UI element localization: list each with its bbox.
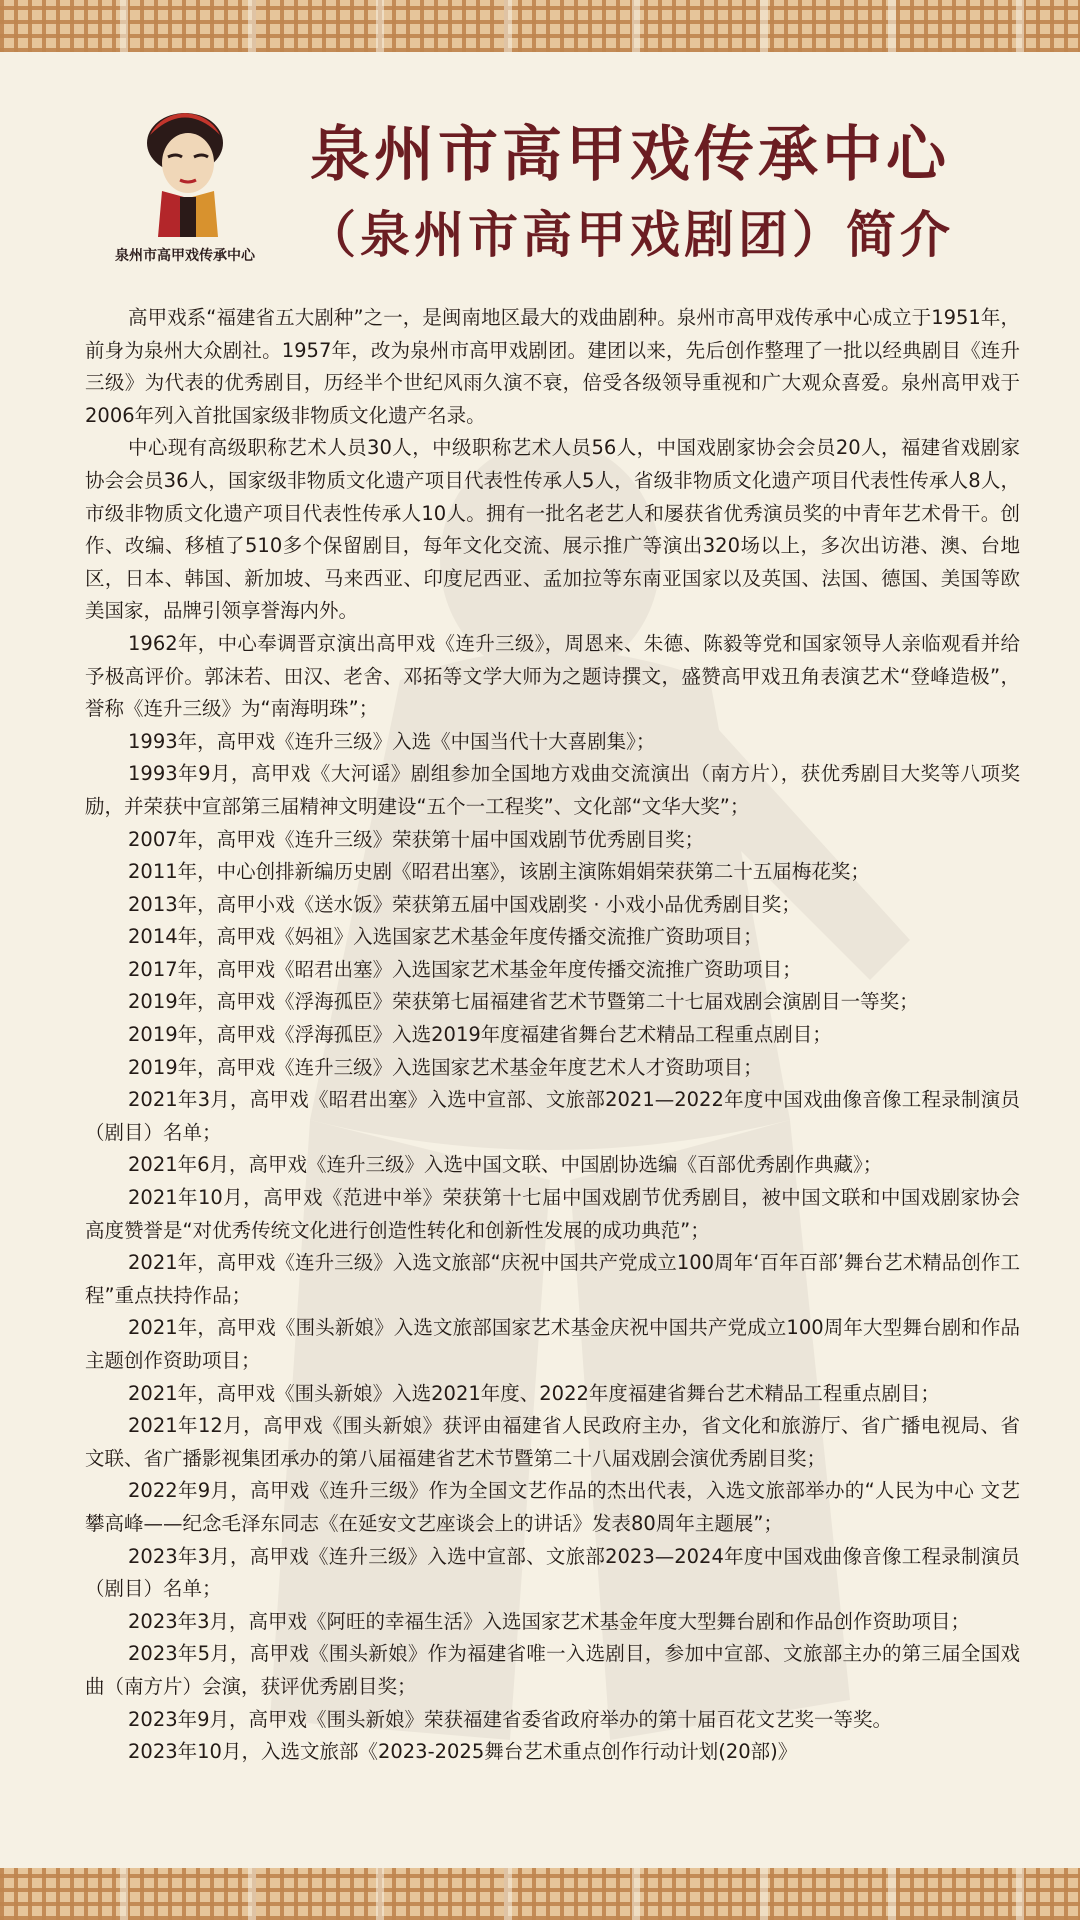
paragraph: 2021年，高甲戏《围头新娘》入选文旅部国家艺术基金庆祝中国共产党成立100周年大型舞台剧和作品主题创作资助项目； — [85, 1316, 1020, 1372]
intro-text — [85, 302, 1020, 1769]
paragraph: 2017年，高甲戏《昭君出塞》入选国家艺术基金年度传播交流推广资助项目； — [128, 957, 802, 981]
paragraph: 2019年，高甲戏《浮海孤臣》入选2019年度福建省舞台艺术精品工程重点剧目； — [128, 1023, 832, 1047]
paragraph: 2023年3月，高甲戏《连升三级》入选中宣部、文旅部2023—2024年度中国戏曲像音像工程录制演员（剧目）名单； — [85, 1544, 1020, 1601]
paragraph: 2021年12月，高甲戏《围头新娘》获评由福建省人民政府主办，省文化和旅游厅、省广播电视局、省文联、省广播影视集团承办的第八届福建省艺术节暨第二十八届戏剧会演优秀剧目奖； — [85, 1414, 1020, 1470]
paragraph: 2023年5月，高甲戏《围头新娘》作为福建省唯一入选剧目，参加中宣部、文旅部主办的第三届全国戏曲（南方片）会演，获评优秀剧目奖； — [85, 1642, 1020, 1698]
paragraph: 2007年，高甲戏《连升三级》荣获第十届中国戏剧节优秀剧目奖； — [128, 827, 705, 851]
paragraph: 高甲戏系“福建省五大剧种”之一，是闽南地区最大的戏曲剧种。泉州市高甲戏传承中心成立于1951年，前身为泉州大众剧社。1957年，改为泉州市高甲戏剧团。建团以来，先后创作整理了一批以经典剧目《连升三级》为代表的优秀剧目，历经半个世纪风雨久演不衰，倍受各级领导重视和广大观众喜爱。泉州高甲戏于2006年列入首批国家级非物质文化遗产名录。 — [85, 306, 1020, 427]
paragraph: 2019年，高甲戏《连升三级》入选国家艺术基金年度艺术人才资助项目； — [128, 1055, 763, 1079]
paragraph: 1962年，中心奉调晋京演出高甲戏《连升三级》，周恩来、朱德、陈毅等党和国家领导人亲临观看并给予极高评价。郭沫若、田汉、老舍、邓拓等文学大师为之题诗撰文，盛赞高甲戏丑角表演艺术“登峰造极”，誉称《连升三级》为“南海明珠”； — [85, 631, 1020, 721]
top-decorative-border — [0, 0, 1080, 52]
paragraph: 2021年，高甲戏《围头新娘》入选2021年度、2022年度福建省舞台艺术精品工程重点剧目； — [128, 1381, 940, 1405]
paragraph: 2023年10月，入选文旅部《2023-2025舞台艺术重点创作行动计划(20部)》 — [128, 1740, 798, 1764]
paragraph: 2023年9月，高甲戏《围头新娘》荣获福建省委省政府举办的第十届百花文艺奖一等奖。 — [128, 1707, 893, 1731]
paragraph: 2011年，中心创排新编历史剧《昭君出塞》，该剧主演陈娟娟荣获第二十五届梅花奖； — [128, 860, 870, 884]
paragraph: 中心现有高级职称艺术人员30人，中级职称艺术人员56人，中国戏剧家协会会员20人，福建省戏剧家协会会员36人，国家级非物质文化遗产项目代表性传承人5人，省级非物质文化遗产项目代表性传承人8人，市级非物质文化遗产项目代表性传承人10人。拥有一批名老艺人和屡获省优秀演员奖的中青年艺术骨干。创作、改编、移植了510多个保留剧目，每年文化交流、展示推广等演出320场以上，多次出访港、澳、台地区，日本、韩国、新加坡、马来西亚、印度尼西亚、孟加拉等东南亚国家以及英国、法国、德国、美国等欧美国家，品牌引领享誉海内外。 — [85, 436, 1020, 623]
paragraph: 2013年，高甲小戏《送水饭》荣获第五届中国戏剧奖 · 小戏小品优秀剧目奖； — [128, 892, 801, 916]
page-title: 泉州市高甲戏传承中心 — [310, 120, 950, 190]
page-subtitle: （泉州市高甲戏剧团）简介 — [306, 206, 954, 264]
paragraph: 2019年，高甲戏《浮海孤臣》荣获第七届福建省艺术节暨第二十七届戏剧会演剧目一等奖； — [128, 990, 919, 1014]
paragraph: 2021年，高甲戏《连升三级》入选文旅部“庆祝中国共产党成立100周年‘百年百部’舞台艺术精品创作工程”重点扶持作品； — [85, 1251, 1020, 1307]
paragraph: 2022年9月，高甲戏《连升三级》作为全国文艺作品的杰出代表，入选文旅部举办的“人民为中心 文艺攀高峰——纪念毛泽东同志《在延安文艺座谈会上的讲话》发表80周年主题展”； — [85, 1479, 1020, 1535]
paragraph: 1993年，高甲戏《连升三级》入选《中国当代十大喜剧集》； — [128, 729, 656, 753]
opera-mask-logo-icon — [140, 105, 230, 245]
paragraph: 1993年9月，高甲戏《大河谣》剧组参加全国地方戏曲交流演出（南方片），获优秀剧目大奖等八项奖励，并荣获中宣部第三届精神文明建设“五个一工程奖”、文化部“文华大奖”； — [85, 762, 1020, 818]
paragraph: 2023年3月，高甲戏《阿旺的幸福生活》入选国家艺术基金年度大型舞台剧和作品创作资助项目； — [128, 1609, 971, 1633]
paragraph: 2021年3月，高甲戏《昭君出塞》入选中宣部、文旅部2021—2022年度中国戏曲像音像工程录制演员（剧目）名单； — [85, 1088, 1020, 1144]
page-header — [0, 95, 1080, 275]
paragraph: 2014年，高甲戏《妈祖》入选国家艺术基金年度传播交流推广资助项目； — [128, 925, 763, 949]
logo-caption: 泉州市高甲戏传承中心 — [115, 247, 255, 263]
bottom-decorative-border — [0, 1868, 1080, 1920]
paragraph: 2021年10月，高甲戏《范进中举》荣获第十七届中国戏剧节优秀剧目，被中国文联和中国戏剧家协会高度赞誉是“对优秀传统文化进行创造性转化和创新性发展的成功典范”； — [85, 1186, 1020, 1242]
paragraph: 2021年6月，高甲戏《连升三级》入选中国文联、中国剧协选编《百部优秀剧作典藏》； — [128, 1153, 883, 1177]
